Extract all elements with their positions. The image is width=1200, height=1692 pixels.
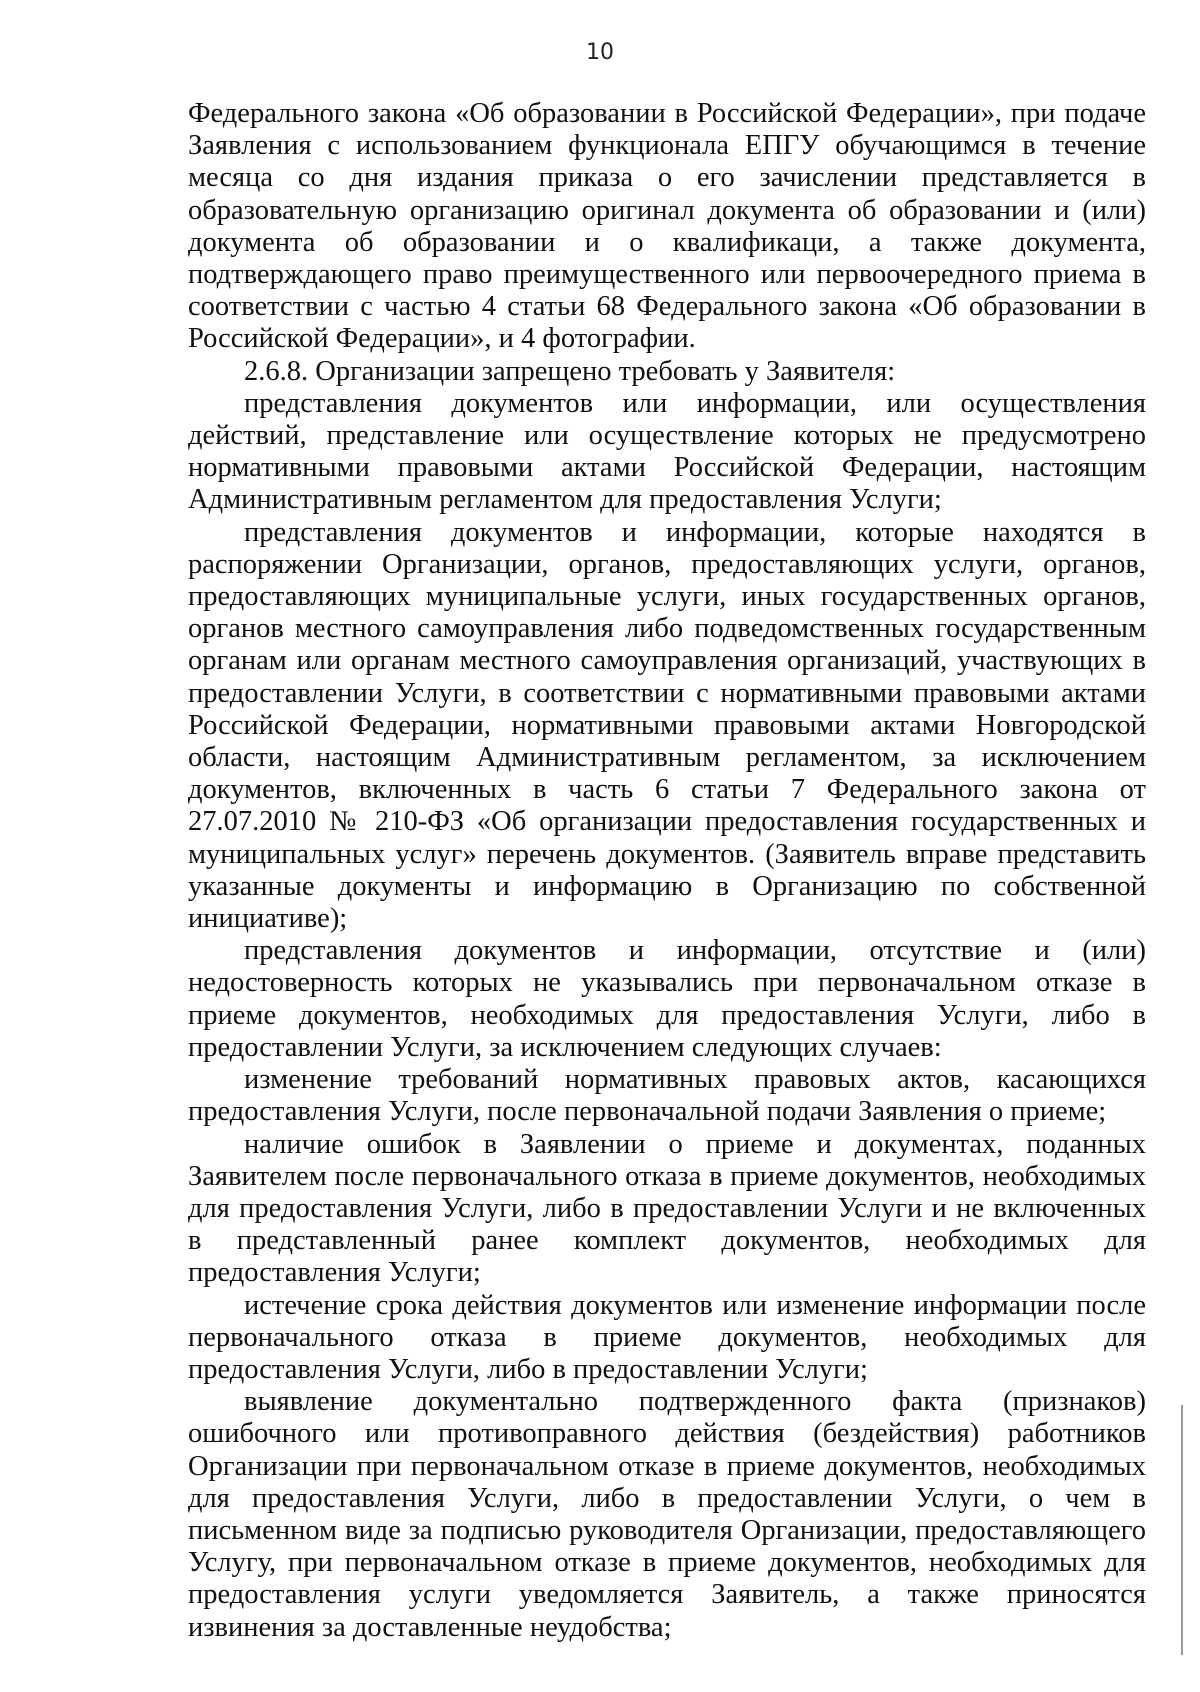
document-body (188, 98, 1146, 1644)
paragraph-section-2-6-8: 2.6.8. Организации запрещено требовать у Заявителя: (244, 355, 896, 387)
paragraph-list-item: представления документов и информации, которые находятся в распоряжении Организации, органов, предоставляющих услуги, органов, предоставляющих муниципальные услуги, иных государственных органов, органов местного самоуправления либо подведомственных государственным органам или органам местного самоуправления организаций, участвующих в предоставлении Услуги, в соответствии с нормативными правовыми актами Российской Федерации, нормативными правовыми актами Новгородской области, настоящим Административным регламентом, за исключением документов, включенных в часть 6 статьи 7 Федерального закона от 27.07.2010 № 210-ФЗ «Об организации предоставления государственных и муниципальных услуг» перечень документов. (Заявитель вправе представить указанные документы и информацию в Организацию по собственной инициативе); (188, 516, 1146, 935)
paragraph-list-item: истечение срока действия документов или изменение информации после первоначального отказа в приеме документов, необходимых для предоставления Услуги, либо в предоставлении Услуги; (188, 1289, 1146, 1385)
paragraph-continuation: Федерального закона «Об образовании в Российской Федерации», при подаче Заявления с использованием функционала ЕПГУ обучающимся в течение месяца со дня издания приказа о его зачислении представляется в образовательную организацию оригинал документа об образовании и (или) документа об образовании и о квалификаци, а также документа, подтверждающего право преимущественного или первоочередного приема в соответствии с частью 4 статьи 68 Федерального закона «Об образовании в Российской Федерации», и 4 фотографии. (188, 98, 1146, 355)
paragraph-list-item: выявление документально подтвержденного факта (признаков) ошибочного или противоправного действия (бездействия) работников Организации при первоначальном отказе в приеме документов, необходимых для предоставления Услуги, либо в предоставлении Услуги, о чем в письменном виде за подписью руководителя Организации, предоставляющего Услугу, при первоначальном отказе в приеме документов, необходимых для предоставления услуги уведомляется Заявитель, а также приносятся извинения за доставленные неудобства; (188, 1386, 1146, 1643)
paragraph-list-item: представления документов или информации, или осуществления действий, представление или осуществление которых не предусмотрено нормативными правовыми актами Российской Федерации, настоящим Административным регламентом для предоставления Услуги; (188, 387, 1146, 516)
paragraph-list-item: представления документов и информации, отсутствие и (или) недостоверность которых не указывались при первоначальном отказе в приеме документов, необходимых для предоставления Услуги, либо в предоставлении Услуги, за исключением следующих случаев: (188, 935, 1146, 1063)
scan-edge-line (1181, 1405, 1183, 1655)
paragraph-list-item: изменение требований нормативных правовых актов, касающихся предоставления Услуги, после первоначальной подачи Заявления о приеме; (188, 1064, 1146, 1128)
paragraph-list-item: наличие ошибок в Заявлении о приеме и документах, поданных Заявителем после первоначального отказа в приеме документов, необходимых для предоставления Услуги, либо в предоставлении Услуги и не включенных в представленный ранее комплект документов, необходимых для предоставления Услуги; (188, 1128, 1146, 1289)
page-number: 10 (586, 40, 614, 65)
